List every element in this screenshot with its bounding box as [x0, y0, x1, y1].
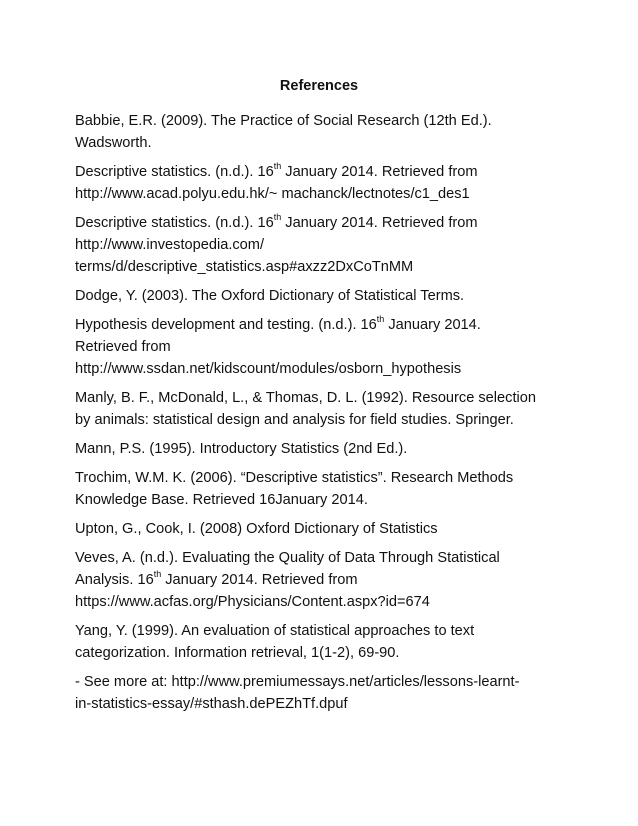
reference-line: [75, 591, 565, 613]
reference-entry: [75, 620, 565, 664]
reference-text: terms/d/descriptive_statistics.asp#axzz2DxCoTnMM: [75, 259, 414, 275]
reference-text: Analysis. 16: [75, 572, 154, 588]
reference-line: [75, 110, 565, 132]
reference-text: Wadsworth.: [75, 135, 152, 151]
reference-text: http://www.investopedia.com/: [75, 237, 264, 253]
reference-text: http://www.acad.polyu.edu.hk/~ machanck/lectnotes/c1_des1: [75, 186, 470, 202]
reference-list: [75, 110, 565, 722]
reference-entry: [75, 285, 565, 307]
reference-line: [75, 693, 565, 715]
reference-entry: [75, 671, 565, 715]
ordinal-superscript: th: [376, 314, 385, 325]
reference-line: [75, 569, 565, 591]
reference-text: https://www.acfas.org/Physicians/Content.aspx?id=674: [75, 594, 430, 610]
reference-line: [75, 467, 565, 489]
reference-line: [75, 212, 565, 234]
reference-entry: [75, 467, 565, 511]
reference-line: [75, 161, 565, 183]
reference-line: [75, 132, 565, 154]
reference-entry: [75, 110, 565, 154]
reference-line: [75, 387, 565, 409]
reference-line: [75, 336, 565, 358]
reference-text: http://www.ssdan.net/kidscount/modules/osborn_hypothesis: [75, 361, 462, 377]
reference-line: [75, 547, 565, 569]
reference-line: [75, 642, 565, 664]
reference-text: categorization. Information retrieval, 1(1-2), 69-90.: [75, 645, 400, 661]
reference-line: [75, 671, 565, 693]
reference-entry: [75, 161, 565, 205]
reference-entry: [75, 438, 565, 460]
ordinal-superscript: th: [153, 569, 162, 580]
page-title: References: [279, 78, 359, 94]
ordinal-superscript: th: [273, 161, 282, 172]
reference-text: Retrieved from: [75, 339, 171, 355]
reference-line: [75, 409, 565, 431]
reference-entry: [75, 314, 565, 380]
reference-text: Hypothesis development and testing. (n.d.). 16: [75, 317, 377, 333]
reference-line: [75, 285, 565, 307]
reference-text: January 2014. Retrieved from: [281, 215, 478, 231]
reference-text: in-statistics-essay/#sthash.dePEZhTf.dpuf: [75, 696, 348, 712]
reference-line: [75, 183, 565, 205]
reference-text: - See more at: http://www.premiumessays.net/articles/lessons-learnt-: [75, 674, 520, 690]
reference-text: Knowledge Base. Retrieved 16January 2014.: [75, 492, 368, 508]
reference-text: January 2014.: [384, 317, 481, 333]
reference-line: [75, 489, 565, 511]
reference-line: [75, 438, 565, 460]
reference-text: Descriptive statistics. (n.d.). 16: [75, 215, 274, 231]
reference-text: Yang, Y. (1999). An evaluation of statistical approaches to text: [75, 623, 475, 639]
reference-text: January 2014. Retrieved from: [161, 572, 358, 588]
reference-text: Descriptive statistics. (n.d.). 16: [75, 164, 274, 180]
reference-entry: [75, 518, 565, 540]
reference-text: Babbie, E.R. (2009). The Practice of Social Research (12th Ed.).: [75, 113, 492, 129]
ordinal-superscript: th: [273, 212, 282, 223]
reference-line: [75, 234, 565, 256]
reference-text: Upton, G., Cook, I. (2008) Oxford Dictionary of Statistics: [75, 521, 438, 537]
reference-text: Dodge, Y. (2003). The Oxford Dictionary of Statistical Terms.: [75, 288, 465, 304]
reference-text: Trochim, W.M. K. (2006). “Descriptive statistics”. Research Methods: [75, 470, 514, 486]
reference-entry: [75, 212, 565, 278]
reference-line: [75, 620, 565, 642]
reference-text: Manly, B. F., McDonald, L., & Thomas, D. L. (1992). Resource selection: [75, 390, 536, 406]
reference-line: [75, 518, 565, 540]
reference-text: January 2014. Retrieved from: [281, 164, 478, 180]
reference-text: Mann, P.S. (1995). Introductory Statistics (2nd Ed.).: [75, 441, 408, 457]
reference-line: [75, 358, 565, 380]
reference-text: Veves, A. (n.d.). Evaluating the Quality of Data Through Statistical: [75, 550, 500, 566]
reference-entry: [75, 547, 565, 613]
reference-line: [75, 314, 565, 336]
reference-line: [75, 256, 565, 278]
reference-entry: [75, 387, 565, 431]
reference-text: by animals: statistical design and analysis for field studies. Springer.: [75, 412, 514, 428]
